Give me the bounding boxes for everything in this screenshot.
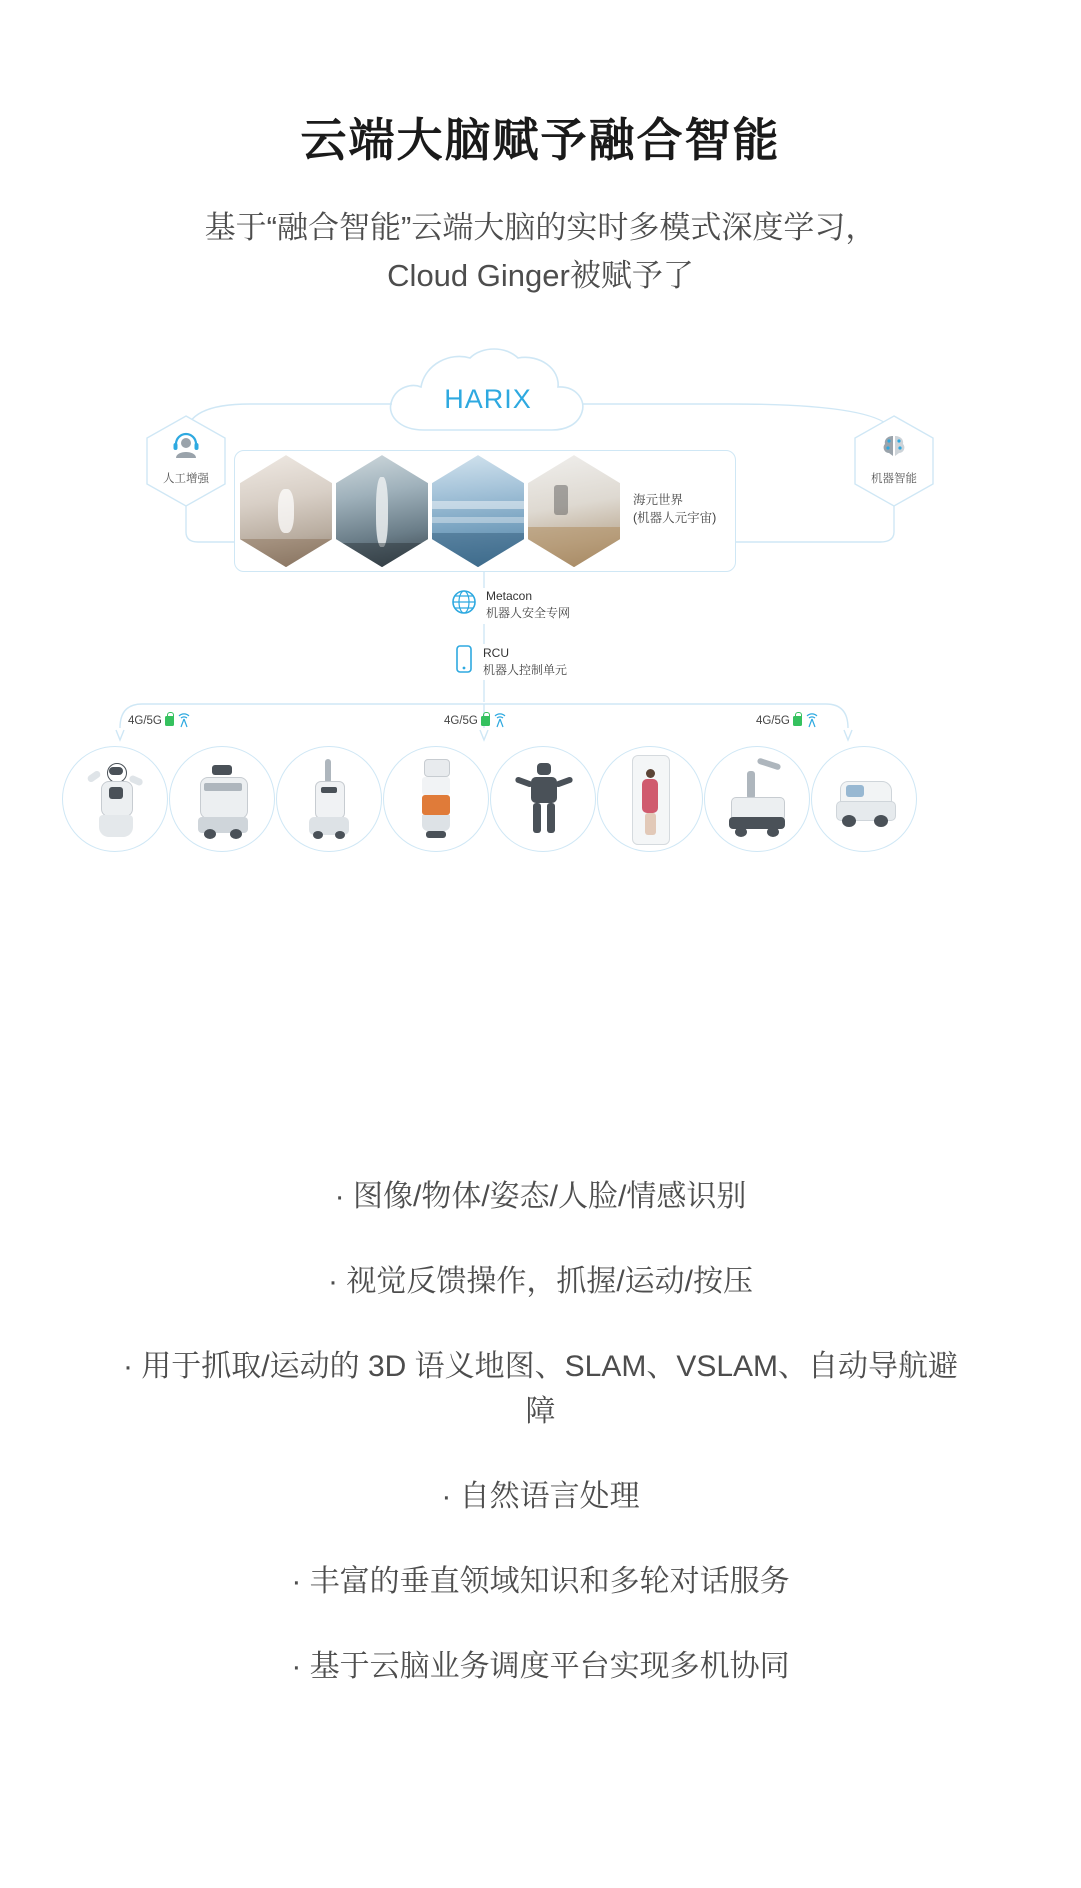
node-rcu-desc: 机器人控制单元 — [483, 662, 568, 677]
virtual-human-display — [597, 746, 703, 852]
panel-caption — [633, 491, 737, 527]
feature-item: · 基于云脑业务调度平台实现多机协同 — [291, 1650, 790, 1683]
network-label-center-text: 4G/5G — [444, 715, 478, 728]
page-subtitle-line2: Cloud Ginger被赋予了 — [387, 258, 694, 294]
architecture-diagram — [0, 342, 1081, 902]
delivery-robot — [169, 746, 275, 852]
lock-icon — [481, 716, 490, 726]
wifi-signal-icon — [805, 712, 819, 730]
logistics-arm-robot — [704, 746, 810, 852]
node-rcu-text — [483, 645, 567, 679]
network-label-right — [756, 712, 819, 730]
node-rcu-title: RCU — [483, 645, 509, 660]
wifi-signal-icon — [177, 712, 191, 730]
node-human-augmentation-label: 人工增强 — [163, 473, 209, 486]
mobile-device-icon — [453, 644, 475, 679]
retail-aisle-scene — [432, 455, 524, 567]
cleaning-robot — [276, 746, 382, 852]
autonomous-vehicle — [811, 746, 917, 852]
feature-item: · 图像/物体/姿态/人脸/情感识别 — [334, 1180, 747, 1213]
brain-circuit-icon — [852, 432, 936, 467]
page-subtitle-line1: 基于“融合智能”云端大脑的实时多模式深度学习， — [204, 210, 877, 245]
robot-serving-scene — [240, 455, 332, 567]
biped-humanoid-robot — [490, 746, 596, 852]
node-rcu — [453, 644, 567, 679]
node-metacon — [450, 588, 570, 622]
page-title: 云端大脑赋予融合智能 — [300, 114, 781, 166]
network-label-right-text: 4G/5G — [756, 715, 790, 728]
network-label-left-text: 4G/5G — [128, 715, 162, 728]
lock-icon — [165, 716, 174, 726]
lock-icon — [793, 716, 802, 726]
wifi-signal-icon — [493, 712, 507, 730]
panel-caption-line2: (机器人元宇宙) — [633, 511, 717, 526]
feature-list — [0, 1174, 1081, 1689]
network-label-center — [444, 712, 507, 730]
network-label-left — [128, 712, 191, 730]
warehouse-shelf-scene — [336, 455, 428, 567]
node-metacon-title: Metacon — [486, 589, 533, 604]
node-metacon-text — [486, 588, 570, 622]
disinfection-robot — [383, 746, 489, 852]
panel-caption-line1: 海元世界 — [633, 493, 684, 508]
feature-item: · 自然语言处理 — [441, 1480, 640, 1513]
globe-network-icon — [450, 588, 478, 621]
feature-item: · 丰富的垂直领域知识和多轮对话服务 — [291, 1565, 790, 1598]
feature-item: · 视觉反馈操作，抓握/运动/按压 — [328, 1265, 753, 1298]
indoor-room-scene — [528, 455, 620, 567]
photo-hexagon-row — [240, 455, 620, 567]
node-machine-intelligence-label: 机器智能 — [871, 473, 917, 486]
metaverse-panel — [234, 450, 736, 572]
feature-item: · 用于抓取/运动的 3D 语义地图、SLAM、VSLAM、自动导航避障 — [122, 1350, 959, 1428]
harix-cloud-node — [392, 354, 584, 442]
page-subtitle — [0, 204, 1081, 300]
headset-agent-icon — [144, 432, 228, 467]
humanoid-service-robot — [62, 746, 168, 852]
node-human-augmentation — [144, 414, 228, 508]
robot-fleet-row — [62, 746, 917, 852]
node-metacon-desc: 机器人安全专网 — [486, 605, 571, 620]
cloud-label: HARIX — [444, 384, 532, 415]
node-machine-intelligence — [852, 414, 936, 508]
